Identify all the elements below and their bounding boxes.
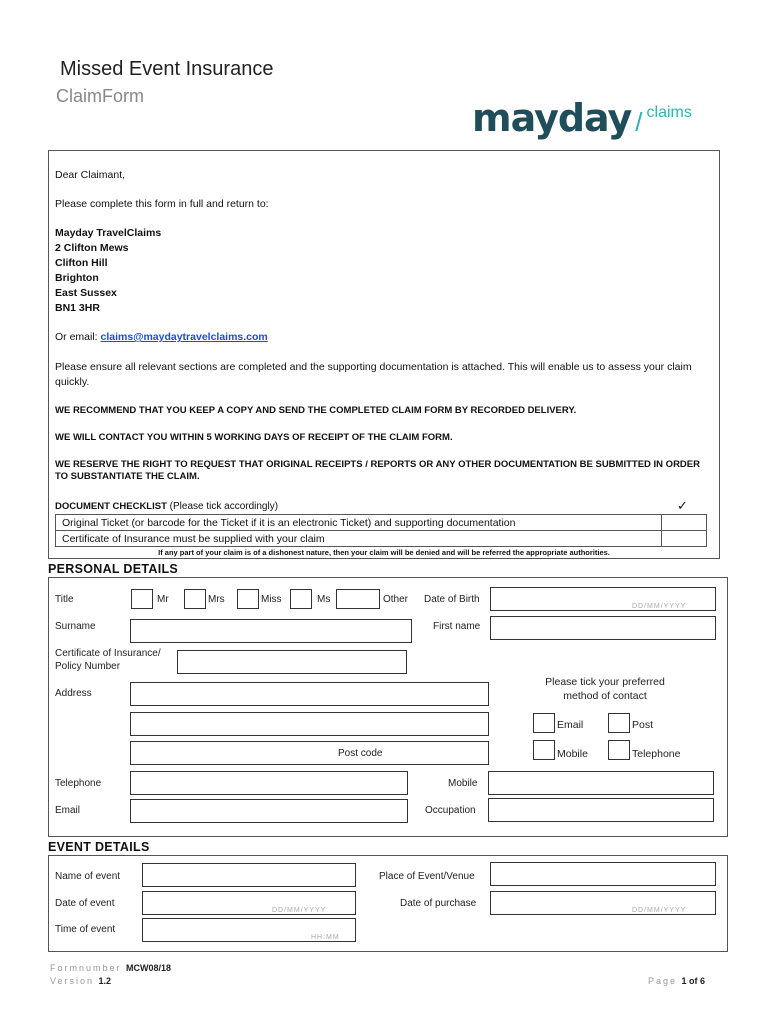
ensure-text: Please ensure all relevant sections are completed and the supporting documentation is attached. This will enable us to assess your claim quickly. — [55, 361, 692, 388]
event-place-label: Place of Event/Venue — [379, 871, 475, 882]
reserve-text: WE RESERVE THE RIGHT TO REQUEST THAT ORIGINAL RECEIPTS / REPORTS OR ANY OTHER DOCUMENTATION BE SUBMITTED IN ORDER TO SUBSTANTIATE THE CLAIM. — [55, 459, 700, 482]
mobile-input[interactable] — [488, 771, 714, 795]
title-mrs-label: Mrs — [208, 594, 225, 605]
contact-preference-label — [520, 675, 690, 703]
logo-main-text: mayday — [472, 96, 632, 140]
checklist-tick-box[interactable] — [662, 531, 707, 547]
contact-pref-line: method of contact — [563, 690, 647, 702]
version-label: Version — [50, 976, 95, 986]
version-value: 1.2 — [98, 976, 112, 986]
logo-sub-text: claims — [646, 104, 692, 121]
event-time-label: Time of event — [55, 924, 116, 935]
event-details-heading: EVENT DETAILS — [48, 840, 150, 854]
title-ms-label: Ms — [317, 594, 331, 605]
address-line: Clifton Hill — [55, 257, 108, 269]
address-line: East Sussex — [55, 287, 117, 299]
form-subtitle: ClaimForm — [56, 86, 144, 106]
checklist-note: (Please tick accordingly) — [169, 501, 279, 512]
email-input[interactable] — [130, 799, 408, 823]
checklist-row — [56, 515, 707, 531]
purchase-date-label: Date of purchase — [400, 898, 477, 909]
contact-telephone-label: Telephone — [632, 748, 681, 760]
policy-label-line: Certificate of Insurance/ — [55, 648, 161, 659]
dishonesty-warning: If any part of your claim is of a dishonest nature, then your claim will be denied and will be referred the appropriate authorities. — [158, 548, 610, 557]
title-miss-label: Miss — [261, 594, 282, 605]
checklist-item: Certificate of Insurance must be supplied with your claim — [56, 531, 662, 547]
contact-email-checkbox[interactable] — [533, 713, 555, 733]
page-label: Page — [648, 976, 678, 986]
title-mrs-checkbox[interactable] — [184, 589, 206, 609]
form-title: Missed Event Insurance — [60, 58, 274, 80]
checklist-tick-box[interactable] — [662, 515, 707, 531]
event-name-label: Name of event — [55, 871, 121, 882]
contact-email-label: Email — [557, 719, 584, 731]
form-number-value: MCW08/18 — [126, 963, 172, 973]
firstname-input[interactable] — [490, 616, 716, 640]
policy-label — [55, 647, 161, 673]
logo-slash: / — [635, 107, 643, 137]
form-number — [50, 963, 171, 973]
telephone-label: Telephone — [55, 778, 102, 789]
policy-number-input[interactable] — [177, 650, 407, 674]
email-line — [55, 330, 268, 345]
personal-details-heading: PERSONAL DETAILS — [48, 562, 179, 576]
checklist-heading — [55, 501, 278, 512]
title-other-label: Other — [383, 594, 409, 605]
title-ms-checkbox[interactable] — [290, 589, 312, 609]
contact-telephone-checkbox[interactable] — [608, 740, 630, 760]
greeting: Dear Claimant, — [55, 169, 126, 181]
email-label: Email — [55, 805, 81, 816]
surname-label: Surname — [55, 621, 96, 632]
firstname-label: First name — [433, 621, 481, 632]
address-label: Address — [55, 688, 92, 699]
address-line: Brighton — [55, 272, 99, 284]
purchase-date-hint: DD/MM/YYYY — [632, 907, 687, 914]
title-miss-checkbox[interactable] — [237, 589, 259, 609]
telephone-input[interactable] — [130, 771, 408, 795]
title-mr-checkbox[interactable] — [131, 589, 153, 609]
title-label: Title — [55, 594, 74, 605]
checklist-row — [56, 531, 707, 547]
page-number — [648, 976, 705, 986]
instruction: Please complete this form in full and return to: — [55, 198, 269, 210]
postcode-label: Post code — [338, 748, 383, 759]
contact-pref-line: Please tick your preferred — [545, 676, 665, 688]
title-other-field[interactable] — [336, 589, 380, 609]
policy-label-line: Policy Number — [55, 661, 121, 672]
checkmark-icon: ✓ — [677, 498, 688, 513]
address-input-2[interactable] — [130, 712, 489, 736]
title-mr-label: Mr — [157, 594, 169, 605]
page-value: 1 of 6 — [681, 976, 706, 986]
event-place-input[interactable] — [490, 862, 716, 886]
contact-mobile-checkbox[interactable] — [533, 740, 555, 760]
recommend-text: WE RECOMMEND THAT YOU KEEP A COPY AND SEND THE COMPLETED CLAIM FORM BY RECORDED DELIVERY. — [55, 405, 577, 416]
mayday-logo — [472, 96, 692, 140]
dob-label: Date of Birth — [424, 594, 480, 605]
claims-email-link[interactable]: claims@maydaytravelclaims.com — [100, 331, 268, 343]
email-prefix: Or email: — [55, 331, 98, 343]
address-line: BN1 3HR — [55, 302, 100, 314]
checklist-title: DOCUMENT CHECKLIST — [55, 501, 167, 512]
return-address — [55, 226, 161, 316]
checklist-item: Original Ticket (or barcode for the Ticket if it is an electronic Ticket) and supporting documentation — [56, 515, 662, 531]
event-name-input[interactable] — [142, 863, 356, 887]
event-time-hint: HH:MM — [311, 934, 340, 941]
address-input-1[interactable] — [130, 682, 489, 706]
dob-hint: DD/MM/YYYY — [632, 603, 687, 610]
version — [50, 976, 111, 986]
event-date-hint: DD/MM/YYYY — [272, 907, 327, 914]
form-number-label: Formnumber — [50, 963, 122, 973]
address-line: Mayday TravelClaims — [55, 227, 162, 239]
event-date-label: Date of event — [55, 898, 115, 909]
mobile-label: Mobile — [448, 778, 478, 789]
address-line: 2 Clifton Mews — [55, 242, 129, 254]
occupation-label: Occupation — [425, 805, 476, 816]
address-input-3[interactable] — [130, 741, 489, 765]
contact-mobile-label: Mobile — [557, 748, 588, 760]
occupation-input[interactable] — [488, 798, 714, 822]
contact-post-label: Post — [632, 719, 654, 731]
contact-text: WE WILL CONTACT YOU WITHIN 5 WORKING DAYS OF RECEIPT OF THE CLAIM FORM. — [55, 432, 453, 443]
contact-post-checkbox[interactable] — [608, 713, 630, 733]
document-checklist — [55, 514, 707, 547]
surname-input[interactable] — [130, 619, 412, 643]
